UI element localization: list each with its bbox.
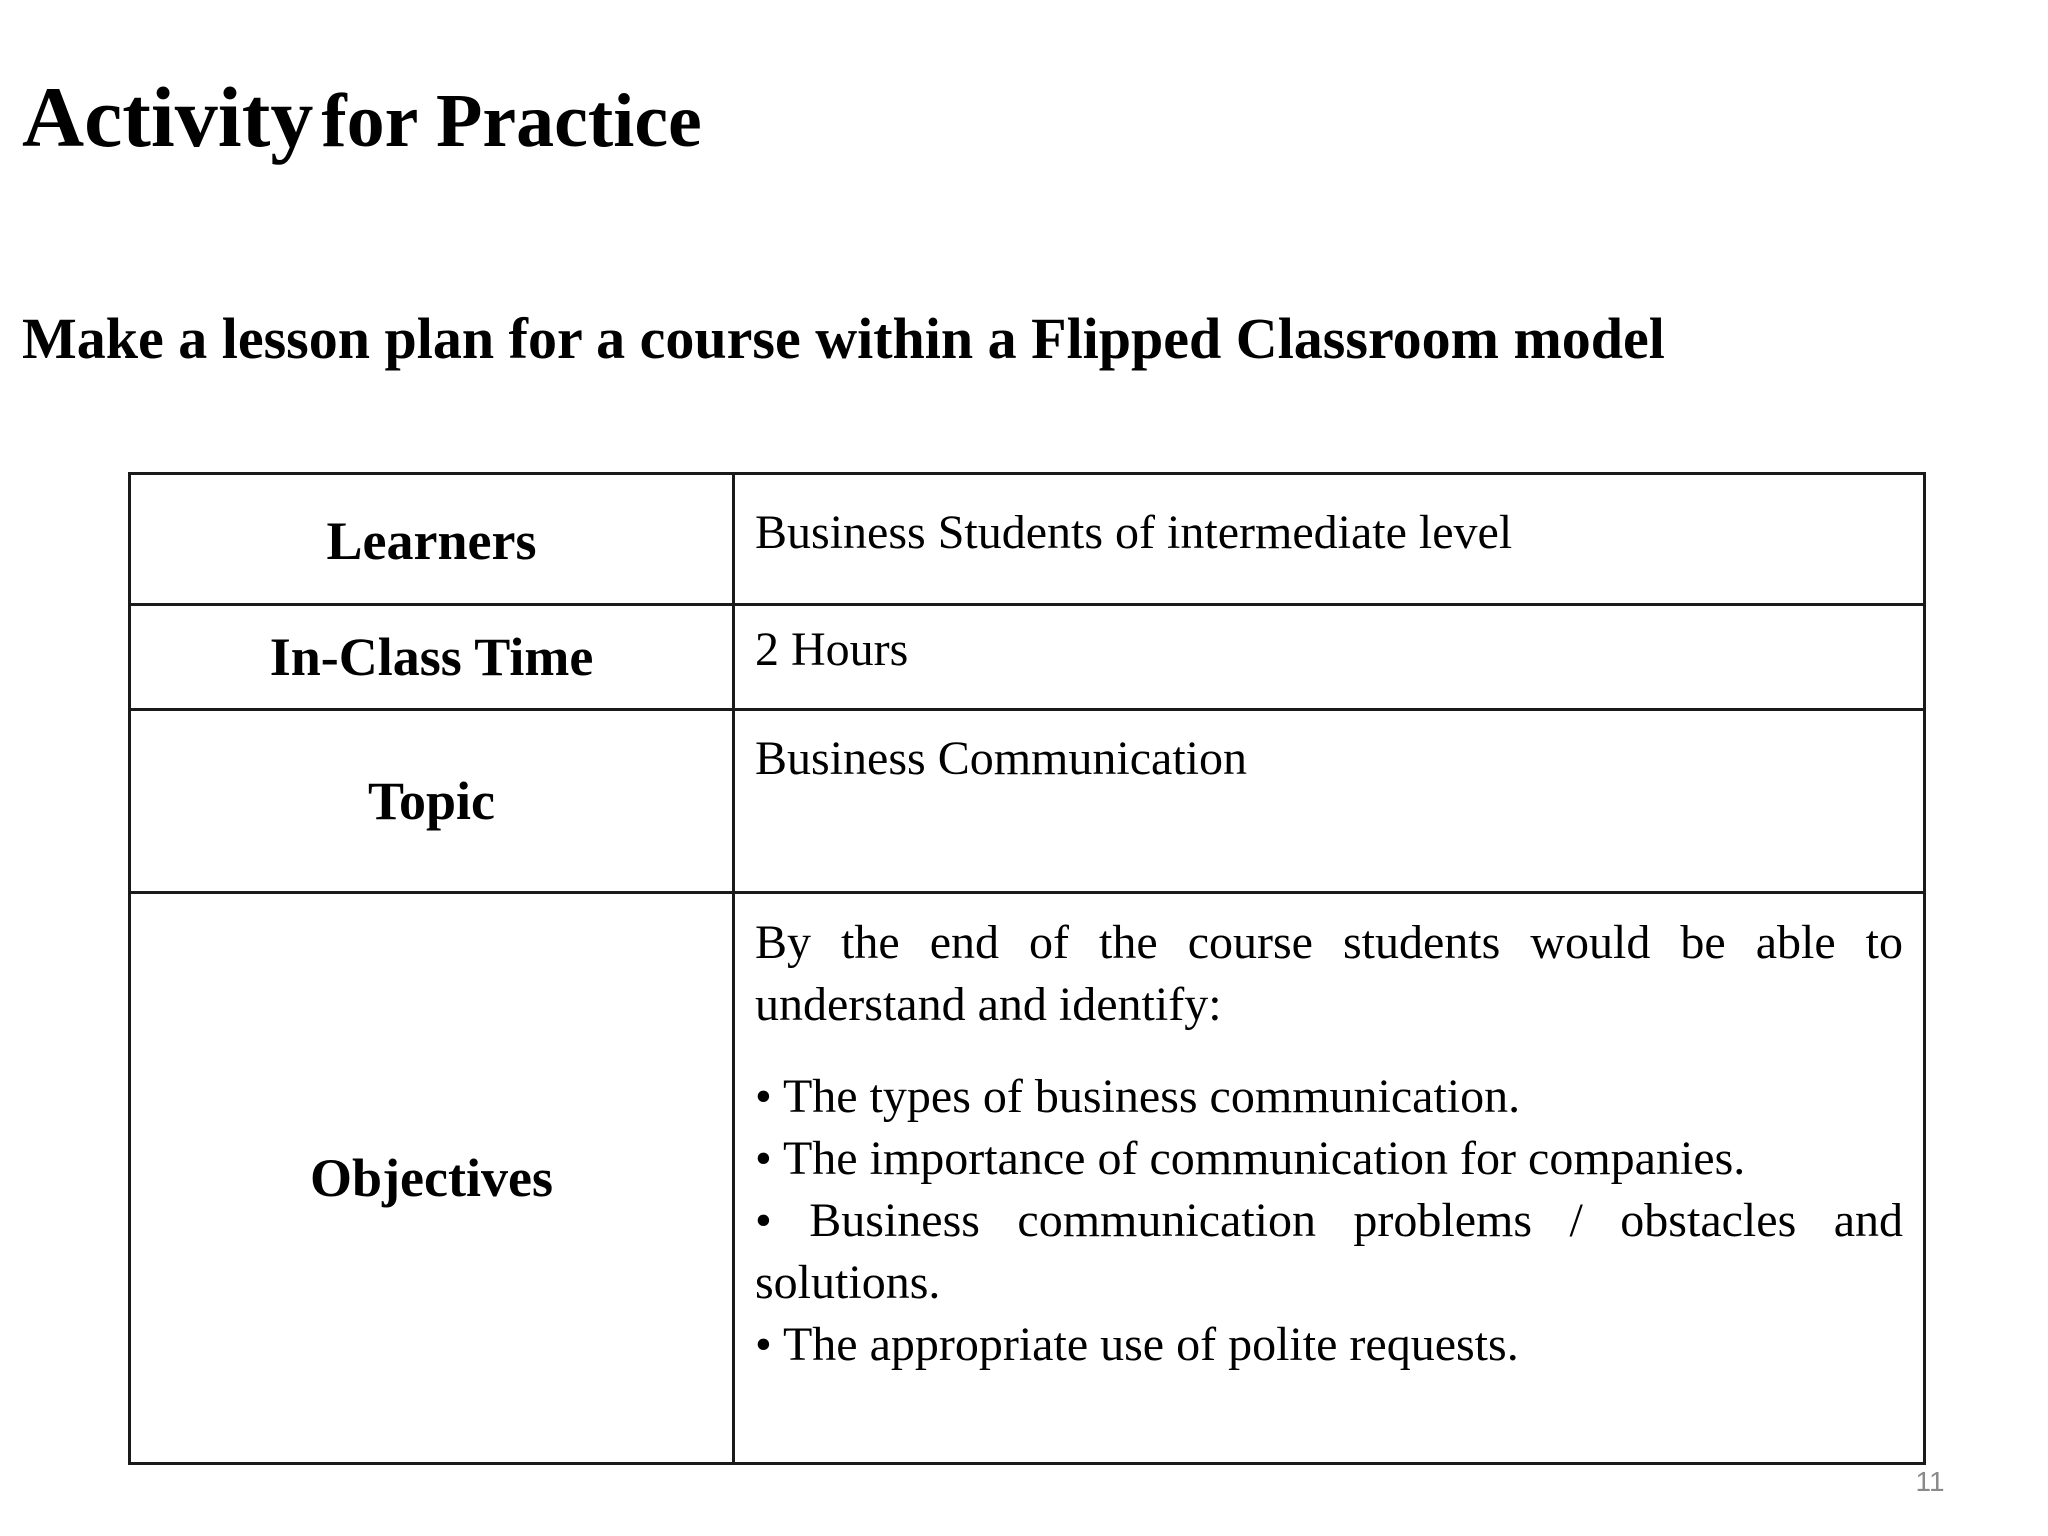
objectives-list (755, 1066, 1903, 1376)
table-row-topic (130, 710, 1925, 893)
table-row-objectives (130, 893, 1925, 1464)
learners-label: Learners (130, 474, 734, 605)
slide-title-rest: for Practice (321, 79, 702, 163)
list-item: • Business communication problems / obstacles and solutions. (755, 1194, 1903, 1309)
objectives-intro: By the end of the course students would be able to understand and identify: (755, 916, 1903, 1031)
slide-title-main: Activity (22, 69, 314, 165)
list-item: • The appropriate use of polite requests. (755, 1318, 1519, 1371)
learners-value: Business Students of intermediate level (734, 474, 1925, 605)
table-row-in-class-time (130, 605, 1925, 710)
objectives-label: Objectives (130, 893, 734, 1464)
topic-value: Business Communication (734, 710, 1925, 893)
objectives-value (734, 893, 1925, 1464)
list-item: • The types of business communication. (755, 1070, 1521, 1123)
lesson-plan-table (128, 472, 1926, 1465)
slide-title (22, 69, 702, 165)
list-item: • The importance of communication for companies. (755, 1132, 1746, 1185)
table-row-learners (130, 474, 1925, 605)
page-number: 11 (1915, 1466, 1945, 1497)
slide-subtitle: Make a lesson plan for a course within a Flipped Classroom model (22, 306, 1665, 371)
topic-label: Topic (130, 710, 734, 893)
in-class-time-label: In-Class Time (130, 605, 734, 710)
in-class-time-value: 2 Hours (734, 605, 1925, 710)
